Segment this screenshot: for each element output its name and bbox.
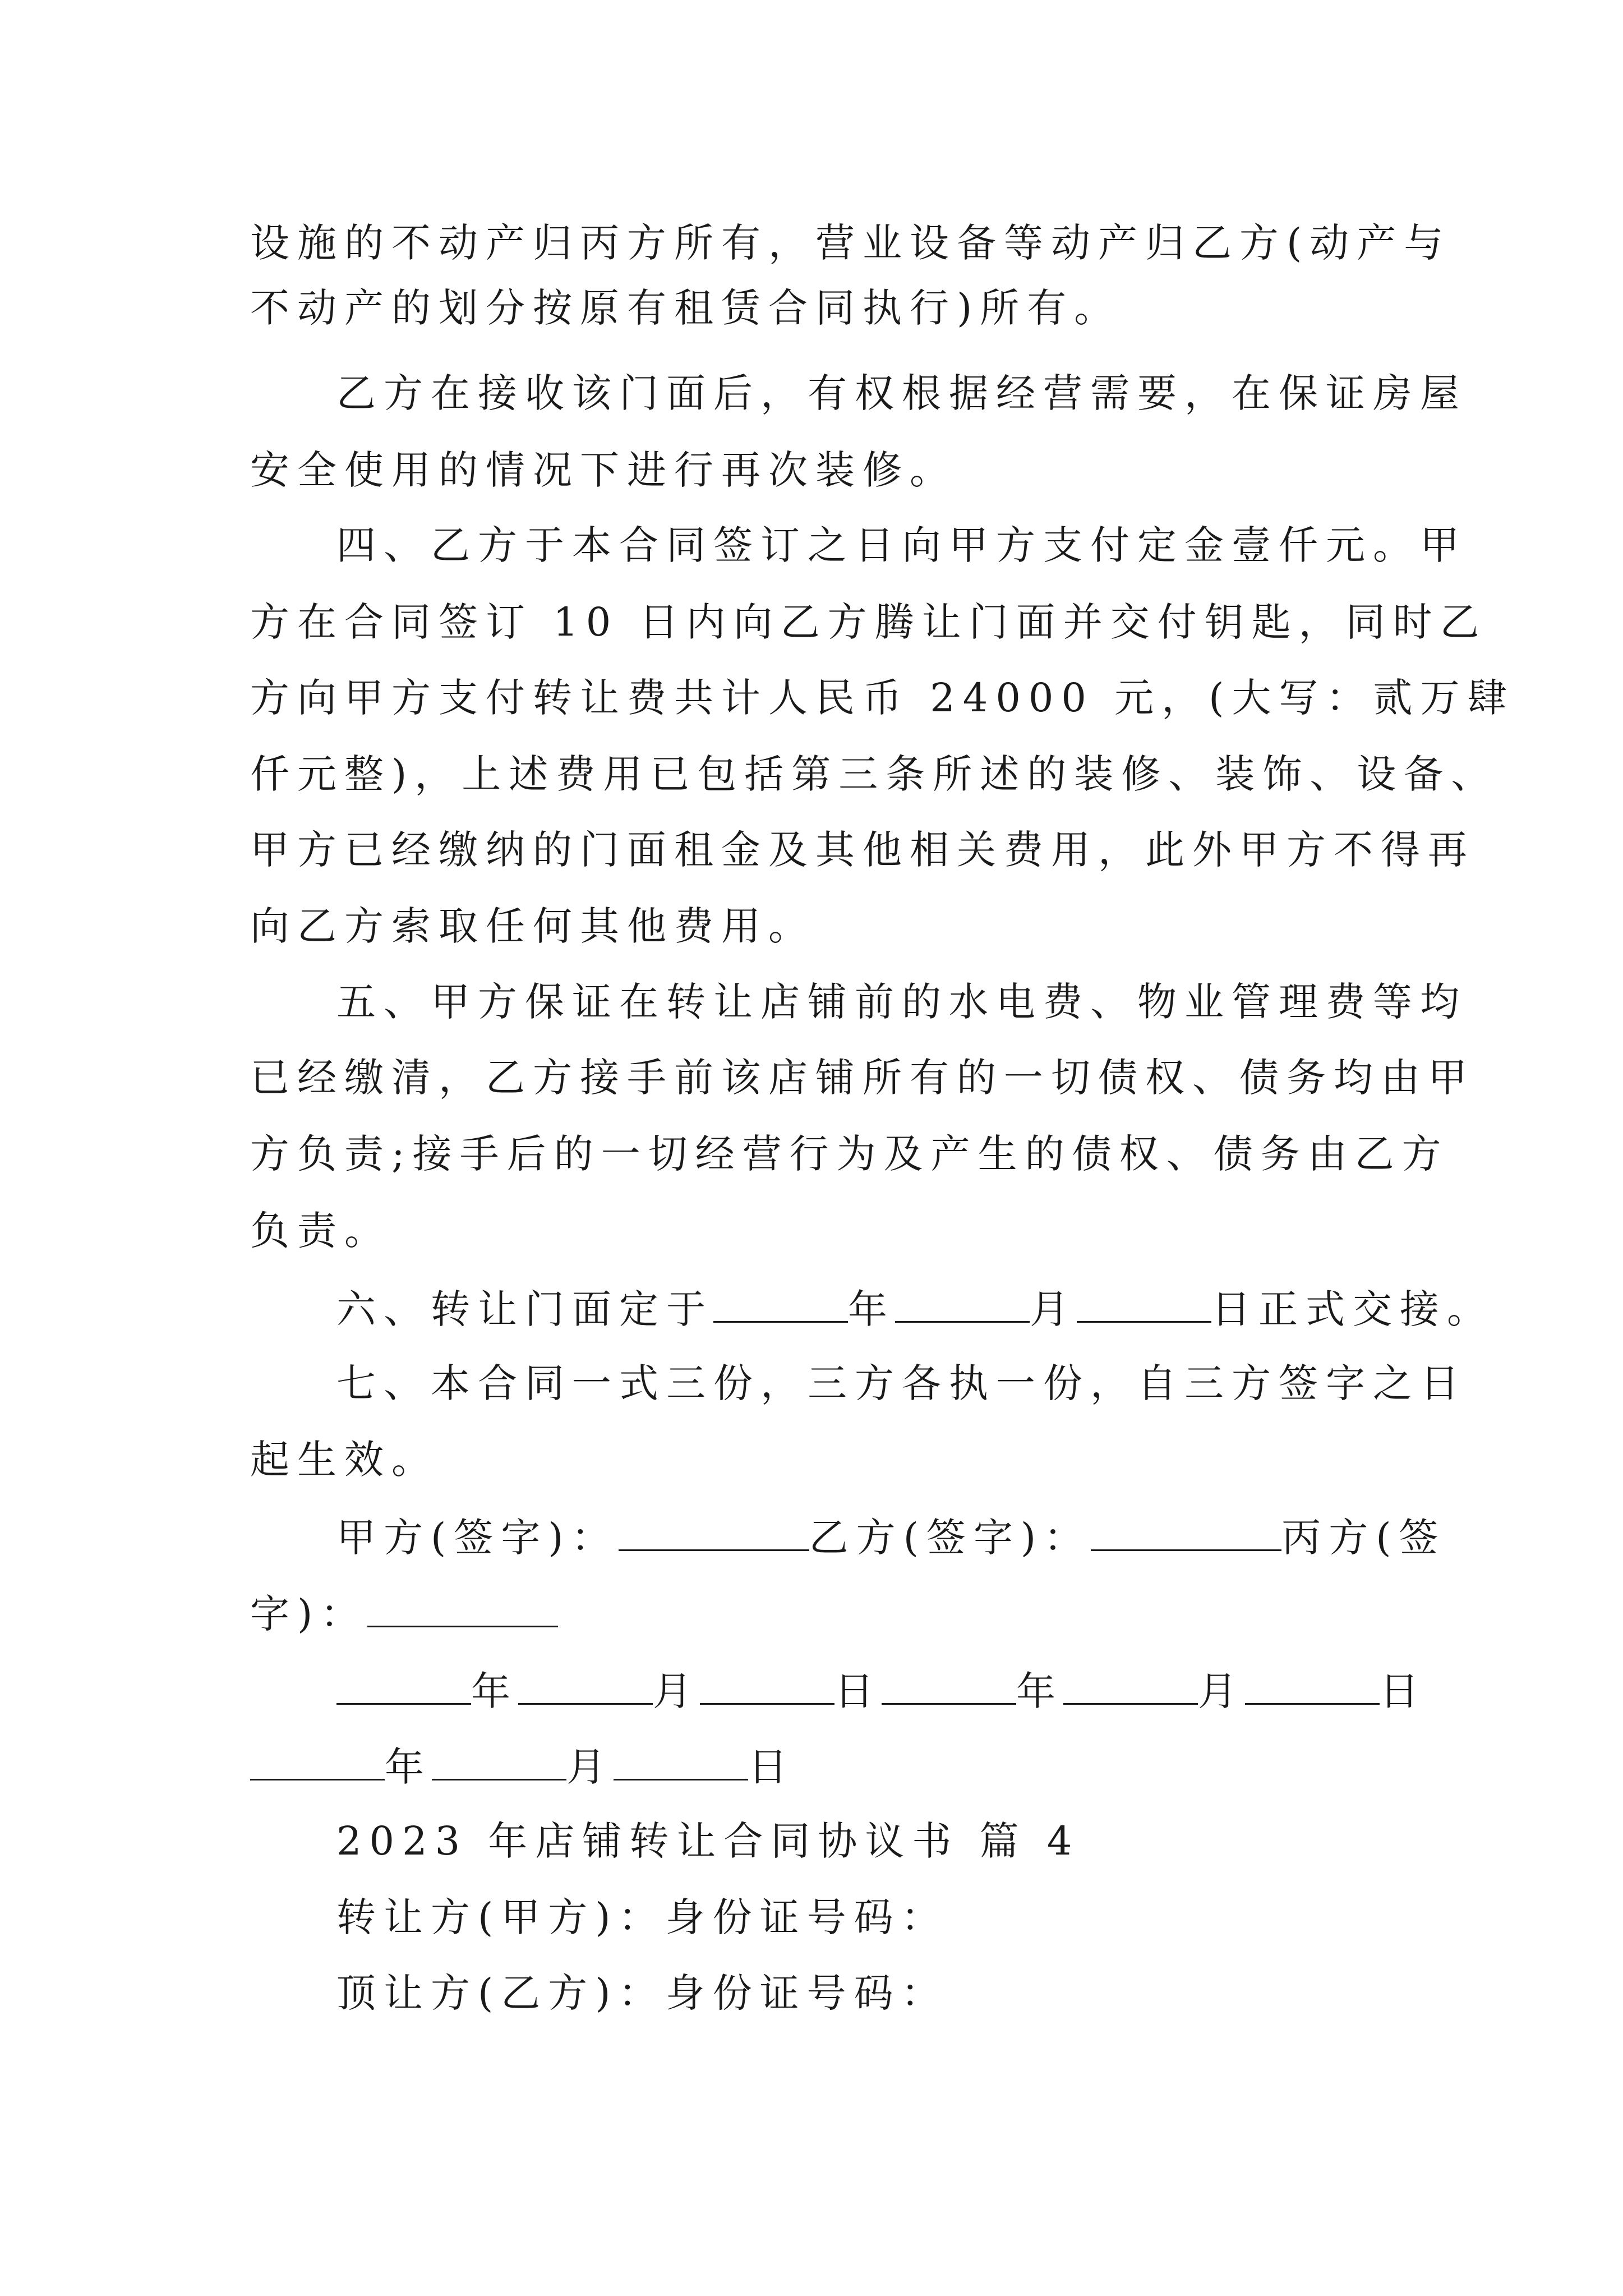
blank-line xyxy=(518,1669,653,1705)
blank-line xyxy=(713,1287,848,1323)
day-label: 日 xyxy=(1380,1668,1427,1714)
clause-6-prefix: 六、转让门面定于 xyxy=(336,1286,713,1332)
month-label: 月 xyxy=(566,1744,614,1790)
blank-line xyxy=(1091,1516,1281,1551)
paragraph-line: 不动产的划分按原有租赁合同执行)所有。 xyxy=(250,285,1122,331)
blank-line xyxy=(1063,1669,1198,1705)
blank-line xyxy=(882,1669,1016,1705)
blank-line xyxy=(367,1592,558,1627)
year-label: 年 xyxy=(385,1744,432,1790)
clause-5-line: 已经缴清，乙方接手前该店铺所有的一切债权、债务均由甲 xyxy=(250,1055,1475,1101)
clause-5-line: 五、甲方保证在转让店铺前的水电费、物业管理费等均 xyxy=(336,979,1467,1025)
transferee-id-line: 顶让方(乙方)：身份证号码： xyxy=(336,1970,948,2016)
blank-line xyxy=(1245,1669,1380,1705)
year-label: 年 xyxy=(471,1668,518,1714)
year-label: 年 xyxy=(1016,1668,1063,1714)
blank-line xyxy=(614,1745,748,1780)
month-label: 月 xyxy=(1030,1286,1077,1332)
clause-7-line: 起生效。 xyxy=(250,1437,439,1483)
blank-line xyxy=(336,1669,471,1705)
clause-4-line: 四、乙方于本合同签订之日向甲方支付定金壹仟元。甲 xyxy=(336,522,1467,568)
day-label: 日 xyxy=(748,1744,795,1790)
paragraph-line: 安全使用的情况下进行再次装修。 xyxy=(250,447,957,493)
year-label: 年 xyxy=(848,1286,895,1332)
clause-4-line: 向乙方索取任何其他费用。 xyxy=(250,903,815,949)
blank-line xyxy=(432,1745,566,1780)
month-label: 月 xyxy=(1198,1668,1245,1714)
section-title: 2023 年店铺转让合同协议书 篇 4 xyxy=(336,1818,1080,1864)
clause-4-line: 方在合同签订 10 日内向乙方腾让门面并交付钥匙，同时乙 xyxy=(250,599,1487,645)
signature-line xyxy=(336,1515,1446,1561)
clause-4-line: 方向甲方支付转让费共计人民币 24000 元，(大写：贰万肆 xyxy=(250,675,1515,721)
clause-5-line: 方负责;接手后的一切经营行为及产生的债权、债务由乙方 xyxy=(250,1131,1449,1177)
clause-4-line: 仟元整)，上述费用已包括第三条所述的装修、装饰、设备、 xyxy=(250,751,1498,797)
blank-line xyxy=(250,1745,385,1780)
paragraph-line: 设施的不动产归丙方所有，营业设备等动产归乙方(动产与 xyxy=(250,220,1451,266)
blank-line xyxy=(619,1516,809,1551)
party-c-signature-label: 丙方(签 xyxy=(1281,1515,1446,1561)
clause-7-line: 七、本合同一式三份，三方各执一份，自三方签字之日 xyxy=(336,1360,1467,1406)
clause-5-line: 负责。 xyxy=(250,1208,391,1254)
blank-line xyxy=(895,1287,1030,1323)
party-c-signature-label-end: 字)： xyxy=(250,1591,368,1637)
blank-line xyxy=(700,1669,834,1705)
transferor-id-line: 转让方(甲方)：身份证号码： xyxy=(336,1894,948,1940)
paragraph-line: 乙方在接收该门面后，有权根据经营需要，在保证房屋 xyxy=(336,370,1467,416)
signature-date-line xyxy=(250,1744,795,1790)
clause-6-handover-date xyxy=(336,1286,1494,1332)
signature-date-line xyxy=(336,1668,1427,1714)
day-label: 日 xyxy=(834,1668,882,1714)
party-a-signature-label: 甲方(签字)： xyxy=(336,1515,619,1561)
signature-line-continued xyxy=(250,1591,558,1637)
clause-4-line: 甲方已经缴纳的门面租金及其他相关费用，此外甲方不得再 xyxy=(250,827,1475,873)
month-label: 月 xyxy=(653,1668,700,1714)
party-b-signature-label: 乙方(签字)： xyxy=(809,1515,1091,1561)
blank-line xyxy=(1077,1287,1211,1323)
clause-6-suffix: 日正式交接。 xyxy=(1211,1286,1494,1332)
